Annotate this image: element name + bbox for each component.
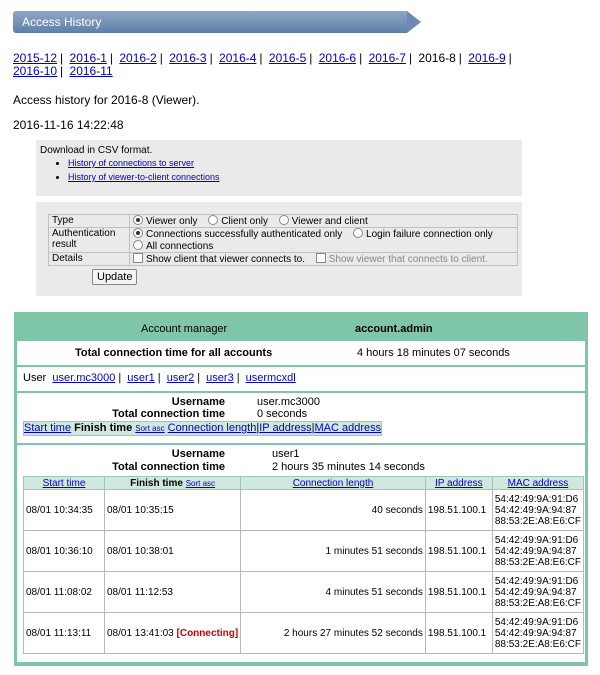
month-link[interactable]: 2016-6: [318, 51, 357, 65]
table-row: [24, 572, 584, 613]
finish-time-value: 08/01 10:35:15: [107, 504, 174, 516]
viewer-client-connections-link[interactable]: History of viewer-to-client connections: [68, 172, 220, 182]
col-start: [24, 477, 105, 490]
month-link[interactable]: 2016-3: [169, 51, 207, 65]
col-finish: [105, 477, 241, 490]
sort-ip-address[interactable]: IP address: [435, 477, 483, 489]
details-show-client[interactable]: Show client that viewer connects to.: [133, 254, 305, 265]
sort-start-time[interactable]: Start time: [24, 422, 72, 434]
mac-address: 54:42:49:9A:91:D6: [494, 534, 579, 546]
csv-link-list: [36, 156, 220, 186]
user-link[interactable]: user2: [166, 372, 195, 384]
checkbox-icon[interactable]: [133, 253, 143, 263]
column-header-row: Start time Finish time Sort asc Connection length|IP address|MAC address: [24, 422, 382, 434]
finish-time-value: 08/01 13:41:03: [107, 627, 174, 639]
ip-address-cell: 198.51.100.1: [425, 572, 492, 613]
list-item: [68, 172, 220, 182]
connection-length-cell: 4 minutes 51 seconds: [241, 572, 426, 613]
mac-address: 54:42:49:9A:94:87: [494, 504, 577, 516]
csv-label: Download in CSV format.: [40, 145, 153, 156]
sort-connection-length[interactable]: Connection length: [292, 477, 374, 489]
mac-address: 88:53:2E:A8:E6:CF: [494, 597, 581, 609]
total-time-value: 4 hours 18 minutes 07 seconds: [357, 347, 510, 359]
mac-address: 54:42:49:9A:91:D6: [494, 616, 579, 628]
finish-time-header: Finish time: [74, 422, 133, 434]
radio-selected-icon[interactable]: [133, 215, 143, 225]
mac-address: 54:42:49:9A:94:87: [494, 627, 577, 639]
user-link[interactable]: user.mc3000: [52, 372, 116, 384]
filter-panel: [36, 202, 522, 296]
finish-time-value: 08/01 11:12:53: [107, 586, 173, 598]
finish-time-cell: [105, 531, 241, 572]
csv-download-panel: [36, 140, 522, 196]
server-connections-link[interactable]: History of connections to server: [68, 158, 195, 168]
user-section: [17, 445, 585, 662]
account-manager-label: Account manager: [141, 323, 228, 335]
connection-length-cell: 2 hours 27 minutes 52 seconds: [241, 613, 426, 654]
type-option-client[interactable]: Client only: [208, 216, 268, 227]
conn-time-value: 2 hours 35 minutes 14 seconds: [272, 461, 425, 473]
finish-time-cell: [105, 490, 241, 531]
ip-address-cell: 198.51.100.1: [425, 490, 492, 531]
sort-mac-address[interactable]: MAC address: [507, 477, 569, 489]
mac-address: 54:42:49:9A:91:D6: [494, 493, 579, 505]
mac-address: 88:53:2E:A8:E6:CF: [494, 556, 581, 568]
start-time-cell: 08/01 11:08:02: [24, 572, 105, 613]
table-row: [24, 490, 584, 531]
user-link[interactable]: user1: [127, 372, 155, 384]
user-link[interactable]: user3: [206, 372, 234, 384]
col-length: [241, 477, 426, 490]
type-option-viewer[interactable]: Viewer only: [133, 216, 198, 227]
mac-address: 54:42:49:9A:94:87: [494, 586, 577, 598]
start-time-cell: 08/01 11:13:11: [24, 613, 105, 654]
auth-label: Authentication result: [49, 228, 130, 253]
mac-address: 54:42:49:9A:91:D6: [494, 575, 579, 587]
mac-address: 54:42:49:9A:94:87: [494, 545, 577, 557]
month-link[interactable]: 2016-5: [268, 51, 307, 65]
sort-ip-address[interactable]: IP address: [259, 422, 312, 434]
table-row: [24, 531, 584, 572]
table-row: [24, 613, 584, 654]
month-link[interactable]: 2015-12: [13, 51, 58, 65]
month-link[interactable]: 2016-2: [119, 51, 157, 65]
month-link[interactable]: 2016-11: [69, 64, 113, 78]
results-panel: [14, 312, 588, 666]
mac-address: 88:53:2E:A8:E6:CF: [494, 638, 581, 650]
history-description: Access history for 2016-8 (Viewer).: [13, 93, 200, 107]
table-header-row: [24, 477, 584, 490]
sort-asc-link[interactable]: Sort asc: [185, 478, 216, 488]
auth-option-failure[interactable]: Login failure connection only: [353, 229, 493, 240]
radio-selected-icon[interactable]: [133, 228, 143, 238]
account-manager-row: [17, 315, 585, 341]
account-manager-value: account.admin: [355, 323, 433, 335]
total-time-label: Total connection time for all accounts: [75, 347, 273, 359]
start-time-cell: 08/01 10:34:35: [24, 490, 105, 531]
ip-address-cell: 198.51.100.1: [425, 531, 492, 572]
finish-time-value: 08/01 10:38:01: [107, 545, 174, 557]
list-item: [68, 158, 220, 168]
sort-connection-length[interactable]: Connection length: [167, 422, 257, 434]
type-option-both[interactable]: Viewer and client: [279, 216, 368, 227]
col-mac: [492, 477, 583, 490]
sort-asc-link[interactable]: Sort asc: [135, 424, 165, 433]
month-link[interactable]: 2016-1: [69, 51, 107, 65]
month-link[interactable]: 2016-10: [13, 64, 58, 78]
connection-length-cell: 40 seconds: [241, 490, 426, 531]
details-label: Details: [49, 253, 130, 266]
conn-time-value: 0 seconds: [257, 408, 308, 420]
mac-address-cell: [492, 572, 583, 613]
ip-address-cell: 198.51.100.1: [425, 613, 492, 654]
mac-address-cell: [492, 531, 583, 572]
title-arrow-icon: [407, 11, 421, 33]
update-button[interactable]: Update: [92, 269, 137, 285]
username-value: user.mc3000: [257, 396, 320, 408]
mac-address: 88:53:2E:A8:E6:CF: [494, 515, 581, 527]
user-list-row: User user.mc3000 | user1 | user2 | user3 | usermcxdl: [17, 367, 585, 391]
current-month: 2016-8: [418, 51, 456, 65]
filter-table: [48, 214, 518, 266]
checkbox-disabled-icon: [316, 253, 326, 263]
sort-start-time[interactable]: Start time: [42, 477, 86, 489]
details-show-viewer: Show viewer that connects to client.: [316, 254, 488, 265]
finish-time-cell: [105, 613, 241, 654]
mac-address-cell: [492, 613, 583, 654]
month-link[interactable]: 2016-7: [368, 51, 406, 65]
user-label: User: [23, 372, 47, 384]
finish-time-cell: [105, 572, 241, 613]
connection-length-cell: 1 minutes 51 seconds: [241, 531, 426, 572]
page-title-bar: [13, 11, 423, 33]
radio-icon[interactable]: [208, 215, 218, 225]
page-title: Access History: [22, 15, 102, 29]
timestamp: 2016-11-16 14:22:48: [13, 118, 124, 132]
radio-icon[interactable]: [279, 215, 289, 225]
conn-time-label: Total connection time: [112, 408, 225, 420]
finish-time-header: Finish time: [130, 477, 183, 489]
username-label: Username: [171, 396, 225, 408]
sort-mac-address[interactable]: MAC address: [314, 422, 382, 434]
user-link[interactable]: usermcxdl: [245, 372, 296, 384]
username-label: Username: [171, 448, 225, 460]
month-link[interactable]: 2016-9: [468, 51, 506, 65]
connecting-status: [Connecting]: [176, 627, 239, 639]
username-value: user1: [272, 448, 300, 460]
month-navigation: 2015-12 | 2016-1 | 2016-2 | 2016-3 | 2016-4 | 2016-5 | 2016-6 | 2016-7 | 2016-8 | 2016-9 | 2016-10 | 2016-11: [13, 51, 512, 78]
auth-option-all[interactable]: All connections: [133, 241, 213, 252]
total-time-row: [17, 341, 585, 365]
start-time-cell: 08/01 10:36:10: [24, 531, 105, 572]
user-section: [17, 393, 585, 443]
auth-option-success[interactable]: Connections successfully authenticated only: [133, 229, 342, 240]
month-link[interactable]: 2016-4: [219, 51, 257, 65]
type-label: Type: [49, 215, 130, 228]
conn-time-label: Total connection time: [112, 461, 225, 473]
radio-icon[interactable]: [133, 240, 143, 250]
radio-icon[interactable]: [353, 228, 363, 238]
connection-table: [23, 476, 584, 654]
col-ip: [425, 477, 492, 490]
mac-address-cell: [492, 490, 583, 531]
